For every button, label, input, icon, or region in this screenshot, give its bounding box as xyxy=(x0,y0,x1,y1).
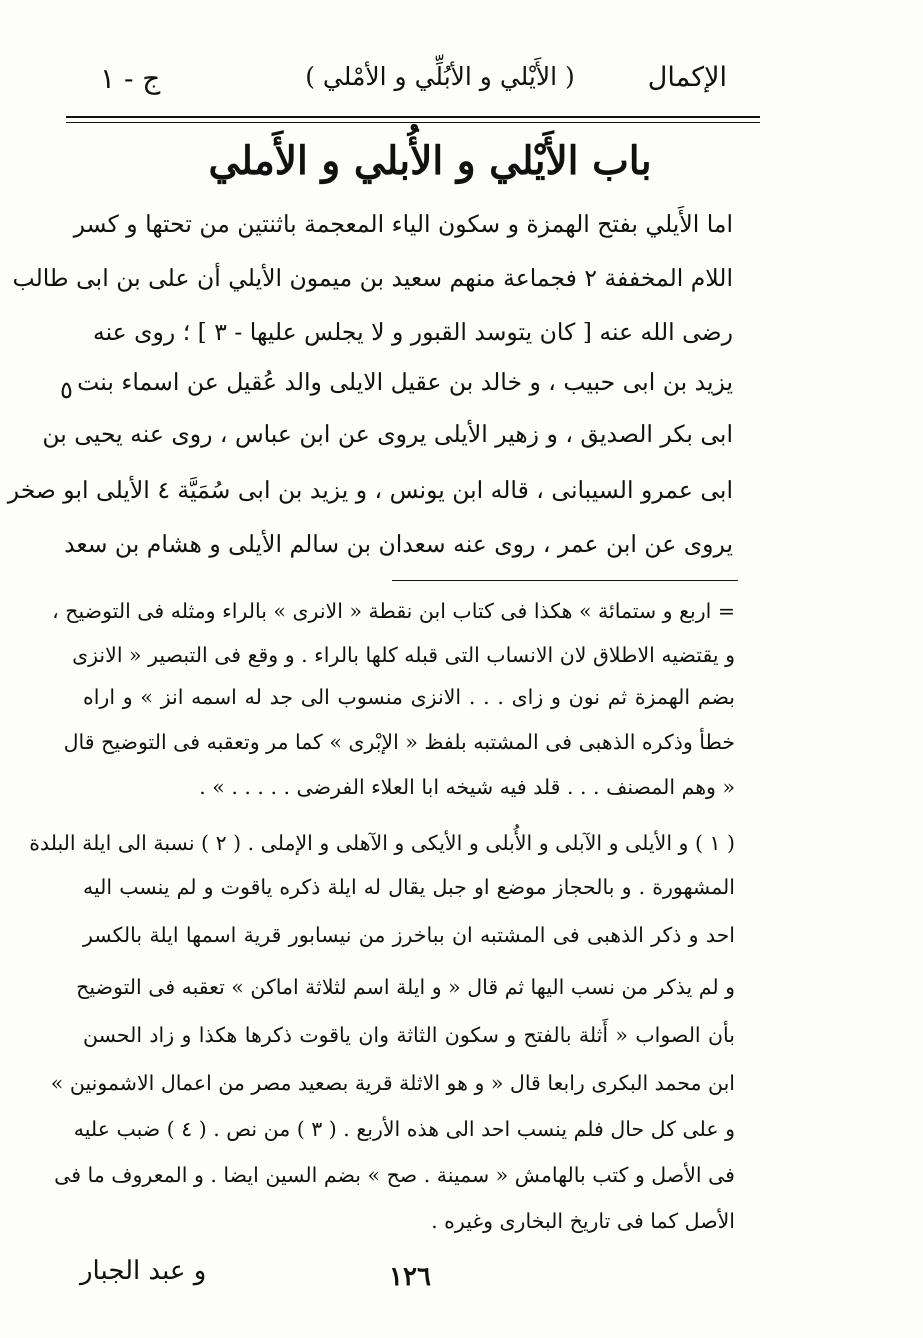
body-line: يزيد بن ابى حبيب ، و خالد بن عقيل الايلى والد عُقيل عن اسماء بنت xyxy=(77,368,733,396)
running-head-title: ( الأَيْلي و الأبُلِّي و الأمْلي ) xyxy=(305,62,575,91)
header-rule-thick xyxy=(66,116,760,118)
footnote-line: فى الأصل و كتب بالهامش « سمينة . صح » بضم السين ايضا . و المعروف ما فى xyxy=(54,1163,735,1187)
page-number: ١٢٦ xyxy=(389,1262,431,1292)
body-line: رضى الله عنه [ كان يتوسد القبور و لا يجلس عليها - ٣ ] ؛ روى عنه xyxy=(92,318,733,346)
footnote-line: « وهم المصنف . . . قلد فيه شيخه ابا العلاء الفرضى . . . . . » . xyxy=(199,775,735,799)
footnote-line: ( ١ ) و الأيلى و الآبلى و الأُبلى و الأيكى و الآهلى و الإملى . ( ٢ ) نسبة الى ايلة البلدة xyxy=(29,831,735,855)
body-line: ابى بكر الصديق ، و زهير الأيلى يروى عن ابن عباس ، روى عنه يحيى بن xyxy=(42,420,733,448)
footnote-line: و لم يذكر من نسب اليها ثم قال « و ايلة اسم لثلاثة اماكن » تعقبه فى التوضيح xyxy=(76,975,735,999)
body-line: ابى عمرو السيبانى ، قاله ابن يونس ، و يزيد بن ابى سُمَيَّة ٤ الأيلى ابو صخر xyxy=(7,476,733,504)
footnote-line: احد و ذكر الذهبى فى المشتبه ان بباخرز من نيسابور قرية اسمها ايلة بالكسر xyxy=(83,923,735,947)
footnote-line: و على كل حال فلم ينسب احد الى هذه الأربع . ( ٣ ) من نص . ( ٤ ) ضبب عليه xyxy=(73,1117,735,1141)
footnote-line: خطأ وذكره الذهبى فى المشتبه بلفظ « الإبْرى » كما مر وتعقبه فى التوضيح قال xyxy=(63,730,735,754)
footnote-line: = اربع و ستمائة » هكذا فى كتاب ابن نقطة « الانرى » بالراء ومثله فى التوضيح ، xyxy=(52,599,735,623)
body-line: يروى عن ابن عمر ، روى عنه سعدان بن سالم الأيلى و هشام بن سعد xyxy=(64,530,733,558)
footnote-line: بضم الهمزة ثم نون و زاى . . . الانزى منسوب الى جد له اسمه انز » و اراه xyxy=(83,685,735,709)
footnote-line: و يقتضيه الاطلاق لان الانساب التى قبله كلها بالراء . و وقع فى التبصير « الانزى xyxy=(72,643,735,667)
footnote-line: الأصل كما فى تاريخ البخارى وغيره . xyxy=(431,1209,735,1233)
running-head-book: الإكمال xyxy=(647,62,727,93)
footnote-separator xyxy=(392,580,738,581)
footnote-line: بأن الصواب « أَثلة بالفتح و سكون الثاثة وان ياقوت ذكرها هكذا و زاد الحسن xyxy=(83,1023,735,1047)
body-line: اللام المخففة ٢ فجماعة منهم سعيد بن ميمون الأيلي أن على بن ابى طالب xyxy=(12,264,733,292)
running-head-volume: ج - ١ xyxy=(100,62,161,95)
footnote-line: ابن محمد البكرى رابعا قال « و هو الاثلة قرية بصعيد مصر من اعمال الاشمونين » xyxy=(50,1071,735,1095)
header-rule-thin xyxy=(66,122,760,123)
line-number-marker: ٥ xyxy=(60,376,73,404)
catchword: و عبد الجبار xyxy=(80,1256,207,1286)
chapter-title: باب الأَيْلي و الأُبلي و الأَملي xyxy=(208,138,652,184)
footnote-line: المشهورة . و بالحجاز موضع او جبل يقال له ايلة ذكره ياقوت و لم ينسب اليه xyxy=(83,875,735,899)
body-line: اما الأَيلي بفتح الهمزة و سكون الياء المعجمة باثنتين من تحتها و كسر xyxy=(73,210,733,238)
